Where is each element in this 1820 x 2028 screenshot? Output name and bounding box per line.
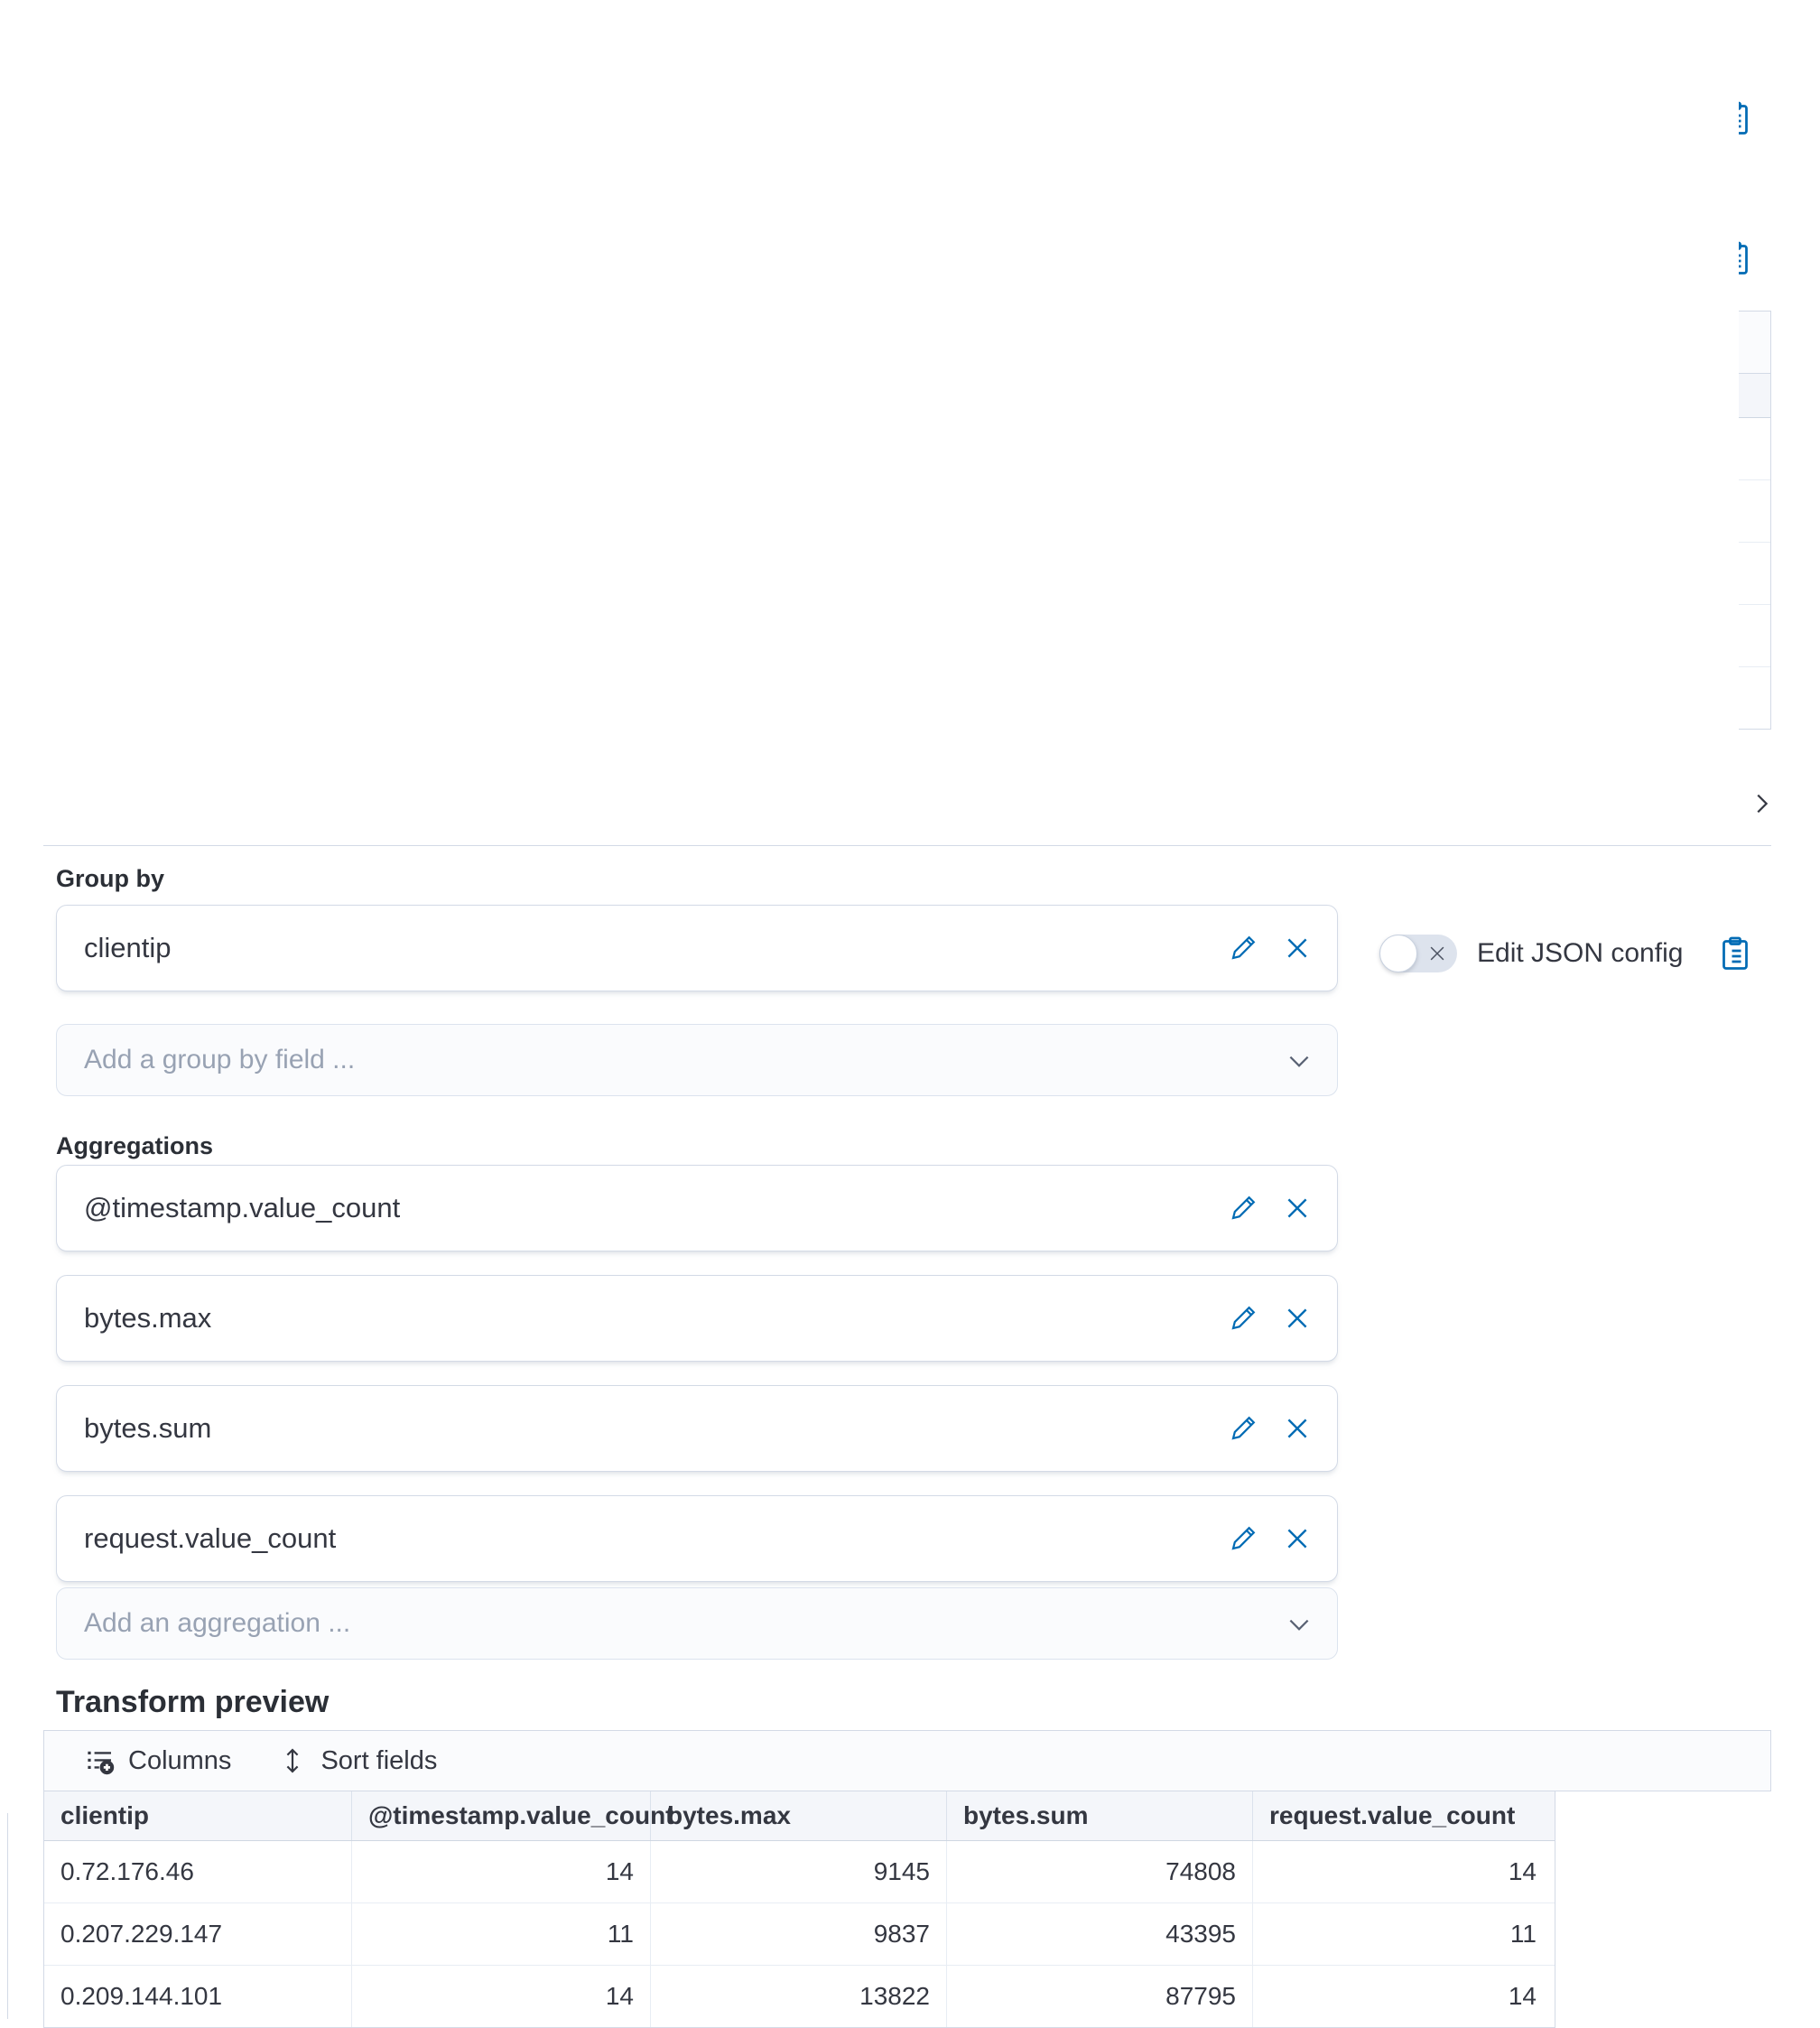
pill-label: @timestamp.value_count [84, 1192, 401, 1223]
edit-json-config-toggle[interactable] [1379, 935, 1457, 972]
horizontal-rule [43, 845, 1771, 846]
group-by-label: Group by [56, 865, 164, 892]
add-group-by-field [56, 1024, 1338, 1096]
copy-clipboard-icon[interactable] [1717, 934, 1753, 973]
sort-arrows-icon [278, 1746, 307, 1775]
table-row [44, 1903, 1555, 1966]
chevron-down-icon[interactable] [1286, 1612, 1312, 1637]
pill-actions [1229, 1496, 1312, 1581]
column-header-clientip[interactable] [44, 1791, 352, 1840]
edit-json-config-label: Edit JSON config [1477, 938, 1684, 968]
remove-cross-icon[interactable] [1283, 1194, 1312, 1223]
preview-data-grid [43, 1791, 1555, 2028]
toggle-knob [1379, 935, 1417, 972]
column-header-label: bytes.sum [963, 1801, 1089, 1829]
preview-grid-toolbar [43, 1730, 1771, 1791]
pill-actions [1229, 1386, 1312, 1471]
field-pill-bytes.max [56, 1275, 1338, 1362]
pill-actions [1229, 906, 1312, 991]
columns-label: Columns [128, 1745, 232, 1775]
table-cell: 14 [352, 1841, 651, 1902]
grid-header-row [44, 1791, 1555, 1841]
aggregations-list [56, 1165, 1338, 1605]
add-aggregation-field [56, 1587, 1338, 1660]
column-header-bytes.sum[interactable] [947, 1791, 1253, 1840]
table-cell: 11 [1509, 1920, 1537, 1948]
remove-cross-icon[interactable] [1283, 1304, 1312, 1333]
field-pill-bytes.sum [56, 1385, 1338, 1472]
table-cell: 0.209.144.101 [44, 1966, 352, 2027]
field-pill-clientip [56, 905, 1338, 991]
table-cell: 9145 [651, 1841, 947, 1902]
table-cell: 74808 [947, 1841, 1253, 1902]
table-cell: 43395 [947, 1903, 1253, 1965]
table-cell: 87795 [947, 1966, 1253, 2027]
toggle-off-x-icon [1427, 944, 1447, 963]
pill-label: bytes.max [84, 1302, 212, 1334]
column-header-@timestamp.value_count[interactable] [352, 1791, 674, 1840]
table-cell: 14 [1508, 1857, 1537, 1885]
field-pill-@timestamp.value_count [56, 1165, 1338, 1251]
pill-actions [1229, 1276, 1312, 1361]
pill-actions [1229, 1166, 1312, 1251]
group-by-list [56, 905, 1338, 1015]
pagination [0, 780, 1775, 827]
sort-fields-label: Sort fields [320, 1745, 438, 1775]
chevron-down-icon[interactable] [1286, 1048, 1312, 1074]
remove-cross-icon[interactable] [1283, 934, 1312, 963]
column-header-label: clientip [60, 1801, 150, 1829]
remove-cross-icon[interactable] [1283, 1524, 1312, 1553]
edit-pencil-icon[interactable] [1229, 1304, 1258, 1333]
table-cell: 13822 [651, 1966, 947, 2027]
table-row [44, 1841, 1555, 1903]
aggregations-label: Aggregations [56, 1132, 214, 1159]
pill-label: request.value_count [84, 1522, 337, 1554]
table-cell: 14 [352, 1966, 651, 2027]
pill-label: bytes.sum [84, 1412, 212, 1444]
columns-button[interactable] [86, 1746, 231, 1776]
field-pill-request.value_count [56, 1495, 1338, 1582]
table-cell: 11 [352, 1903, 651, 1965]
add-aggregation-input[interactable] [57, 1588, 1267, 1659]
table-row [44, 1966, 1555, 2027]
table-cell: 14 [1508, 1982, 1537, 2010]
table-cell: 9837 [651, 1903, 947, 1965]
next-page-icon[interactable] [1748, 790, 1775, 817]
edit-pencil-icon[interactable] [1229, 934, 1258, 963]
remove-cross-icon[interactable] [1283, 1414, 1312, 1443]
column-header-label: @timestamp.value_count [368, 1801, 674, 1829]
sort-fields-button[interactable] [278, 1746, 437, 1776]
column-header-bytes.max[interactable] [651, 1791, 947, 1840]
pill-label: clientip [84, 932, 172, 963]
transform-preview-title: Transform preview [56, 1685, 330, 1719]
add-group-by-input[interactable] [57, 1025, 1267, 1095]
table-cell: 0.207.229.147 [44, 1903, 352, 1965]
column-header-label: request.value_count [1269, 1801, 1516, 1829]
edit-json-config-row [1379, 933, 1753, 974]
edit-pencil-icon[interactable] [1229, 1414, 1258, 1443]
edit-pencil-icon[interactable] [1229, 1524, 1258, 1553]
table-cell: 0.72.176.46 [44, 1841, 352, 1902]
edit-pencil-icon[interactable] [1229, 1194, 1258, 1223]
column-header-request.value_count[interactable] [1253, 1791, 1553, 1840]
column-header-label: bytes.max [667, 1801, 791, 1829]
columns-list-add-icon [86, 1746, 115, 1775]
